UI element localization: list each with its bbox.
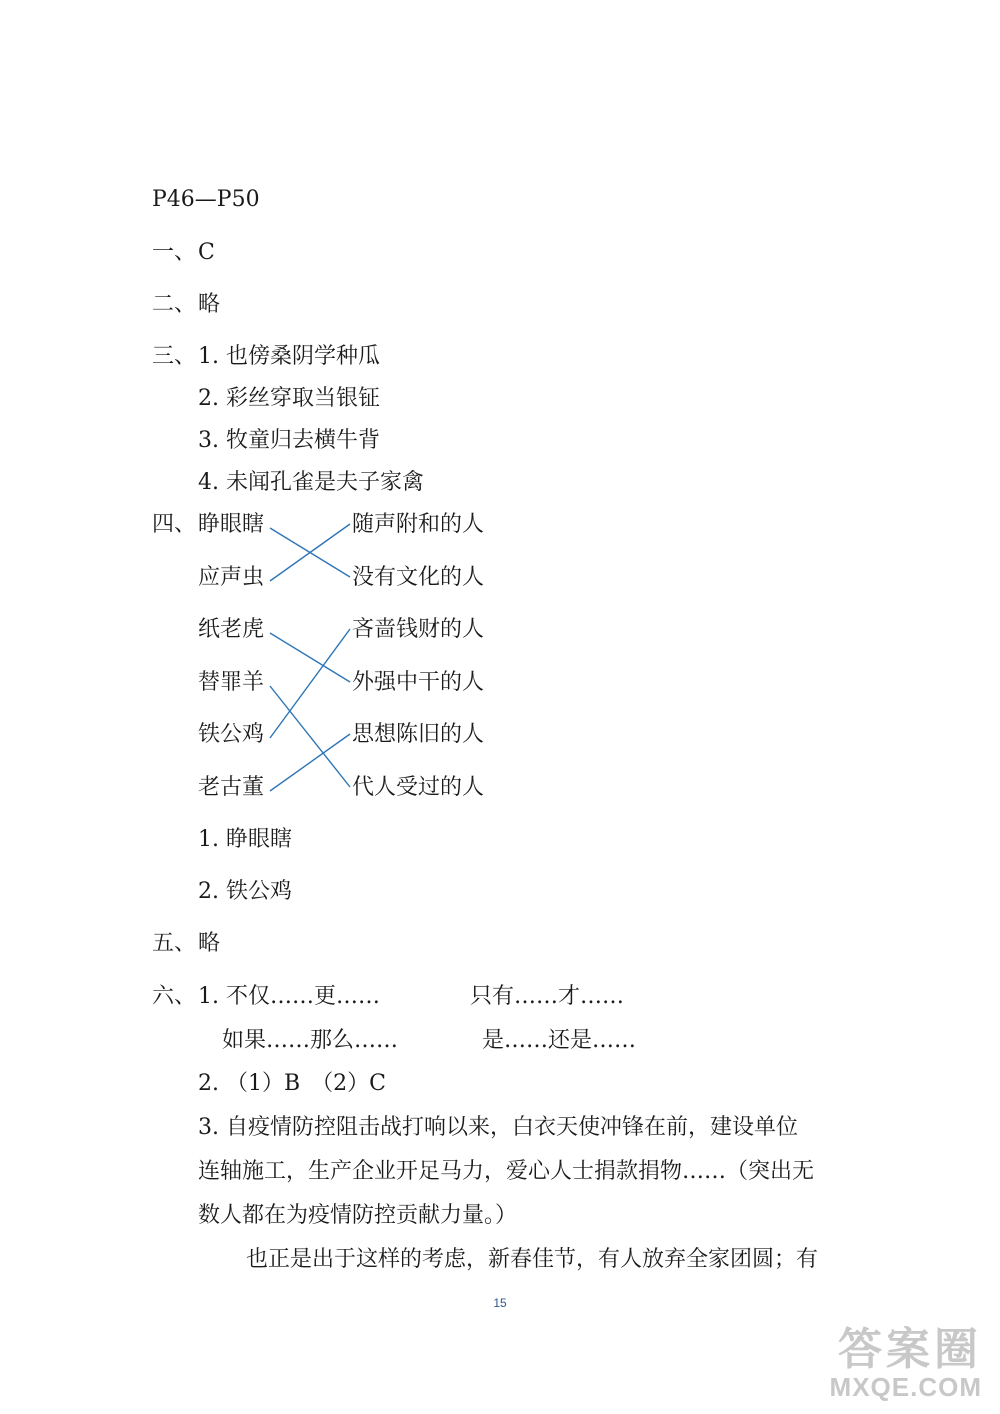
section-6-q1-d: 是……还是…… <box>482 1028 637 1053</box>
section-5-number: 五、 <box>152 931 197 956</box>
page-number: 15 <box>493 1296 507 1310</box>
section-3-item: 1. 也傍桑阴学种瓜 <box>198 344 380 369</box>
section-4-answer: 1. 睁眼瞎 <box>198 827 292 852</box>
section-6-number: 六、 <box>152 984 197 1009</box>
watermark-bottom: MXQE.COM <box>829 1372 982 1402</box>
section-3-number: 三、 <box>152 344 197 369</box>
match-left-term: 应声虫 <box>198 565 265 590</box>
watermark-logo <box>829 1325 982 1402</box>
match-left-term: 纸老虎 <box>198 617 265 642</box>
match-right-term: 没有文化的人 <box>352 565 485 590</box>
section-3-item: 2. 彩丝穿取当银钲 <box>198 386 380 411</box>
section-6-q1-c: 如果……那么…… <box>222 1028 399 1053</box>
match-left-term: 铁公鸡 <box>198 722 265 747</box>
match-right-term: 思想陈旧的人 <box>352 722 485 747</box>
section-6-q3-line: 数人都在为疫情防控贡献力量。） <box>198 1203 518 1228</box>
match-line <box>270 734 350 791</box>
match-line <box>270 524 350 581</box>
match-right-term: 吝啬钱财的人 <box>352 617 485 642</box>
section-6-q1-b: 只有……才…… <box>470 984 625 1009</box>
section-2-answer: 略 <box>198 292 221 317</box>
match-left-term: 老古董 <box>198 775 265 800</box>
match-right-term: 随声附和的人 <box>352 512 485 537</box>
section-6-q3-line: 3. 自疫情防控阻击战打响以来，白衣天使冲锋在前，建设单位 <box>198 1115 798 1140</box>
section-2-number: 二、 <box>152 292 197 317</box>
section-5-answer: 略 <box>198 931 221 956</box>
section-3-item: 4. 未闻孔雀是夫子家禽 <box>198 470 424 495</box>
section-1-number: 一、 <box>152 240 197 265</box>
page-header: P46—P50 <box>152 187 260 212</box>
watermark-top: 答案圈 <box>838 1325 982 1374</box>
match-left-term: 睁眼瞎 <box>198 512 265 537</box>
match-line <box>270 686 350 787</box>
match-line <box>270 633 350 682</box>
section-3-item: 3. 牧童归去横牛背 <box>198 428 380 453</box>
section-1-answer: C <box>198 240 215 265</box>
section-6-q3-line: 连轴施工，生产企业开足马力，爱心人士捐款捐物……（突出无 <box>198 1159 815 1184</box>
section-4-number: 四、 <box>152 512 197 537</box>
match-right-term: 外强中干的人 <box>352 670 485 695</box>
match-right-term: 代人受过的人 <box>352 775 485 800</box>
section-6-q1-a: 1. 不仅……更…… <box>198 984 380 1009</box>
match-left-term: 替罪羊 <box>198 670 265 695</box>
section-6-q2: 2. （1）B （2）C <box>198 1071 386 1096</box>
section-6-q3-line: 也正是出于这样的考虑，新春佳节，有人放弃全家团圆；有 <box>246 1247 819 1272</box>
section-4-answer: 2. 铁公鸡 <box>198 879 292 904</box>
match-line <box>270 629 350 738</box>
